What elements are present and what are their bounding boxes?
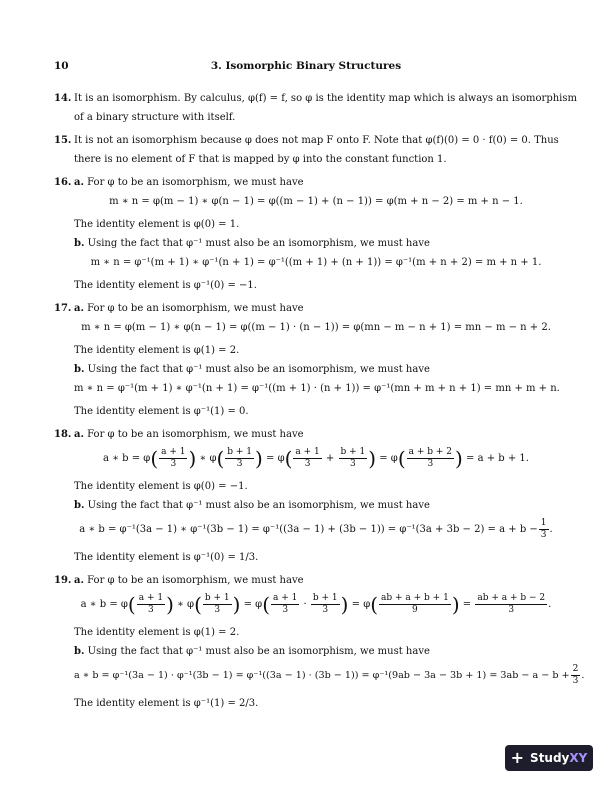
- equation-fraction: a ∗ b = φ( $\frac{a + 1}{3}$ ) ∗ φ( $\frac{b + 1}{3}$ ) = φ( $\frac{a + 1}{3}$ + $\frac{b + 1}{3}$ ) = φ( $\frac{a + b + 2}{3}$ ) = a + b + 1.: [103, 446, 529, 471]
- text-line: For φ to be an isomorphism, we must have: [87, 575, 304, 586]
- text-line: For φ to be an isomorphism, we must have: [87, 303, 304, 314]
- text-line: there is no element of F that is mapped by φ into the constant function 1.: [74, 154, 447, 165]
- text-line: Using the fact that φ⁻¹ must also be an isomorphism, we must have: [87, 500, 430, 511]
- equation: m ∗ n = φ⁻¹(m + 1) ∗ φ⁻¹(n + 1) = φ⁻¹((m + 1) + (n + 1)) = φ⁻¹(m + n + 2) = m + n + 1.: [90, 257, 542, 268]
- problem-number: 18.: [54, 429, 72, 440]
- plus-icon: +: [510, 748, 525, 767]
- page-content: [54, 92, 585, 720]
- identity-statement: The identity element is φ⁻¹(0) = 1/3.: [74, 552, 259, 563]
- problem-15: [54, 134, 558, 166]
- identity-statement: The identity element is φ(0) = 1.: [74, 219, 240, 230]
- identity-statement: The identity element is φ⁻¹(0) = −1.: [74, 280, 257, 291]
- equation-fraction: a ∗ b = φ( $\frac{a + 1}{3}$ ) ∗ φ( $\frac{b + 1}{3}$ ) = φ( $\frac{a + 1}{3}$ · $\frac{b + 1}{3}$ ) = φ( $\frac{ab + a + b + 1}{9}$ ) = $\frac{ab + a + b - 2}{3}$ .: [80, 592, 552, 617]
- problem-16: [54, 176, 558, 292]
- equation: m ∗ n = φ(m − 1) ∗ φ(n − 1) = φ((m − 1) · (n − 1)) = φ(mn − m − n + 1) = mn − m − n + 2.: [81, 322, 551, 333]
- part-label: b.: [74, 646, 85, 657]
- text-line: For φ to be an isomorphism, we must have: [87, 177, 304, 188]
- part-label: a.: [74, 429, 84, 440]
- problem-number: 15.: [54, 135, 72, 146]
- identity-statement: The identity element is φ⁻¹(1) = 0.: [74, 406, 249, 417]
- problem-17: [54, 302, 558, 418]
- page-header: [54, 60, 558, 74]
- brand-name: StudyXY: [530, 751, 588, 765]
- part-label: a.: [74, 303, 84, 314]
- text-line: For φ to be an isomorphism, we must have: [87, 429, 304, 440]
- problem-number: 19.: [54, 575, 72, 586]
- problem-number: 14.: [54, 93, 72, 104]
- chapter-title: 3. Isomorphic Binary Structures: [210, 60, 402, 72]
- equation: a ∗ b = φ⁻¹(3a − 1) · φ⁻¹(3b − 1) = φ⁻¹((3a − 1) · (3b − 1)) = φ⁻¹(9ab − 3a − 3b + 1) = 3ab − a − b + $\frac{2}{3}$ .: [74, 664, 585, 686]
- text-line: It is not an isomorphism because φ does not map F onto F. Note that φ(f)(0) = 0 · f(0) = 0. Thus: [74, 135, 559, 146]
- equation: m ∗ n = φ⁻¹(m + 1) ∗ φ⁻¹(n + 1) = φ⁻¹((m + 1) · (n + 1)) = φ⁻¹(mn + m + n + 1) = mn + m + n.: [74, 383, 560, 394]
- problem-number: 17.: [54, 303, 72, 314]
- part-label: b.: [74, 238, 85, 249]
- equation: a ∗ b = φ⁻¹(3a − 1) ∗ φ⁻¹(3b − 1) = φ⁻¹((3a − 1) + (3b − 1)) = φ⁻¹(3a + 3b − 2) = a + b − $\frac{1}{3}$ .: [79, 518, 553, 540]
- identity-statement: The identity element is φ⁻¹(1) = 2/3.: [74, 698, 259, 709]
- text-line: Using the fact that φ⁻¹ must also be an isomorphism, we must have: [87, 364, 430, 375]
- identity-statement: The identity element is φ(0) = −1.: [74, 481, 248, 492]
- text-line: Using the fact that φ⁻¹ must also be an isomorphism, we must have: [87, 646, 430, 657]
- text-line: It is an isomorphism. By calculus, φ(f) = f, so φ is the identity map which is always an isomorphism: [74, 93, 577, 104]
- problem-19: [54, 574, 585, 710]
- equation: m ∗ n = φ(m − 1) ∗ φ(n − 1) = φ((m − 1) + (n − 1)) = φ(m + n − 2) = m + n − 1.: [109, 196, 523, 207]
- page-number: 10: [54, 60, 69, 72]
- text-line: Using the fact that φ⁻¹ must also be an isomorphism, we must have: [87, 238, 430, 249]
- studyxy-badge[interactable]: [505, 745, 593, 771]
- identity-statement: The identity element is φ(1) = 2.: [74, 345, 240, 356]
- part-label: b.: [74, 500, 85, 511]
- problem-number: 16.: [54, 177, 72, 188]
- part-label: b.: [74, 364, 85, 375]
- part-label: a.: [74, 177, 84, 188]
- text-line: of a binary structure with itself.: [74, 112, 236, 123]
- part-label: a.: [74, 575, 84, 586]
- problem-18: [54, 428, 558, 564]
- identity-statement: The identity element is φ(1) = 2.: [74, 627, 240, 638]
- problem-14: [54, 92, 577, 124]
